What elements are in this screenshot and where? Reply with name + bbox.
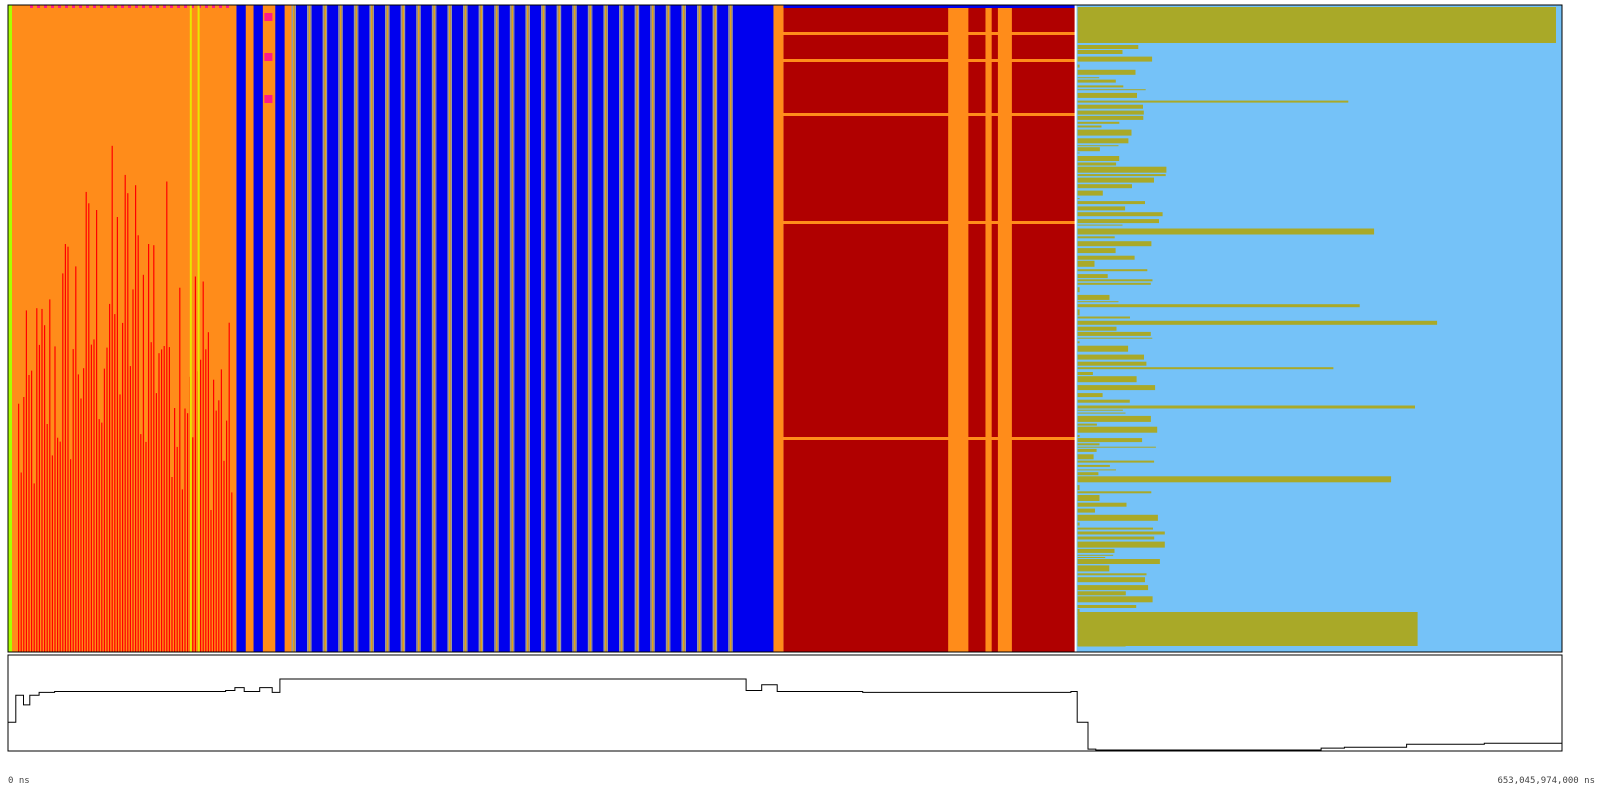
blocked-separator [783, 32, 1075, 35]
waiting-bar [1078, 542, 1165, 548]
waiting-bar [1078, 400, 1130, 403]
gap-stripe [498, 5, 499, 652]
spike-mark [52, 455, 53, 652]
waiting-bar [1078, 130, 1132, 136]
waiting-bar [1078, 435, 1080, 437]
busy-band [948, 5, 968, 652]
busy-band [985, 5, 991, 652]
gap-stripe [465, 5, 467, 652]
gap-stripe [324, 5, 326, 652]
phase-running-1 [236, 5, 774, 652]
marker [264, 53, 272, 61]
gap-stripe [697, 5, 699, 652]
gap-stripe [326, 5, 327, 652]
waiting-bar [1078, 153, 1080, 154]
waiting-bar [1078, 274, 1108, 278]
spike-mark [34, 483, 35, 652]
spike-mark [216, 411, 217, 652]
waiting-bar [1078, 156, 1120, 161]
spike-mark [127, 193, 128, 652]
waiting-bar [1078, 495, 1100, 501]
waiting-bar [1078, 438, 1143, 442]
gap-stripe [449, 5, 451, 652]
waiting-bar [1078, 269, 1148, 271]
spike-mark [192, 437, 193, 652]
waiting-bar [1078, 163, 1117, 166]
gap-stripe [482, 5, 483, 652]
gap-stripe [728, 5, 730, 652]
waiting-bar [1078, 515, 1158, 521]
spike-mark [47, 424, 48, 652]
waiting-bar [1078, 596, 1153, 602]
spike-mark [177, 447, 178, 652]
spike-mark [179, 288, 180, 652]
gap-stripe [603, 5, 605, 652]
spike-mark [151, 342, 152, 652]
waiting-bar [1078, 122, 1120, 124]
gap-stripe [404, 5, 405, 652]
gap-stripe [402, 5, 404, 652]
spike-mark [73, 349, 74, 652]
spike-mark [221, 369, 222, 652]
waiting-bar [1078, 537, 1155, 540]
waiting-bar [1078, 341, 1080, 343]
gap-stripe [291, 5, 293, 652]
phase-divider [1075, 5, 1077, 652]
waiting-bar [1078, 184, 1132, 188]
waiting-bar [1078, 7, 1556, 43]
waiting-bar [1078, 93, 1137, 98]
waiting-bar [1078, 503, 1127, 507]
waiting-bar [1078, 70, 1136, 75]
gap-stripe [338, 5, 340, 652]
gap-stripe [667, 5, 669, 652]
gap-stripe [576, 5, 577, 652]
waiting-bar [1078, 167, 1167, 173]
waiting-bar [1078, 376, 1137, 382]
waiting-bar [1078, 410, 1123, 411]
spike-mark [99, 419, 100, 652]
gap-stripe [307, 5, 309, 652]
waiting-bar [1078, 201, 1145, 204]
spike-mark [166, 182, 167, 653]
gap-stripe [309, 5, 311, 652]
spike-mark [164, 346, 165, 652]
waiting-bar [1078, 304, 1360, 307]
waiting-bar [1078, 116, 1144, 120]
spike-mark [125, 175, 126, 652]
thread-timeline-panel [8, 5, 1562, 652]
gap-stripe [669, 5, 670, 652]
waiting-bar [1078, 111, 1144, 115]
waiting-bar [1078, 612, 1418, 646]
spike-mark [132, 289, 133, 652]
busy-band [998, 5, 1012, 652]
waiting-bar [1078, 485, 1080, 490]
phase-blocked-2 [783, 5, 1075, 652]
gap-stripe [681, 5, 683, 652]
spike-mark [203, 282, 204, 653]
waiting-bar [1078, 101, 1349, 103]
spike-mark [117, 217, 118, 652]
gap-stripe [685, 5, 686, 652]
spike-mark [49, 299, 50, 652]
waiting-bar [1078, 301, 1119, 302]
gap-stripe [513, 5, 514, 652]
waiting-bar [1078, 279, 1153, 281]
spike-mark [182, 489, 183, 652]
spike-mark [31, 371, 32, 652]
gap-stripe [607, 5, 608, 652]
spike-mark [88, 203, 89, 652]
waiting-bar [1078, 509, 1095, 513]
gap-stripe [401, 5, 403, 652]
waiting-bar [1078, 577, 1145, 582]
waiting-bar [1078, 454, 1094, 459]
spike-mark [218, 400, 219, 652]
spike-mark [101, 423, 102, 652]
gap-stripe [510, 5, 512, 652]
waiting-bar [1078, 469, 1116, 470]
waiting-bar [1078, 472, 1099, 475]
gap-stripe [622, 5, 623, 652]
boundary-line [198, 5, 200, 652]
spike-mark [86, 192, 87, 652]
spike-mark [39, 345, 40, 652]
waiting-bar [1078, 295, 1110, 300]
waiting-bar [1078, 416, 1151, 422]
spike-mark [174, 408, 175, 652]
waiting-bar [1078, 178, 1154, 183]
spike-mark [156, 393, 157, 652]
gap-stripe [560, 5, 561, 652]
waiting-bar [1078, 219, 1159, 223]
waiting-bar [1078, 225, 1123, 226]
gap-stripe [371, 5, 373, 652]
waiting-bar [1078, 346, 1129, 352]
waiting-bar [1078, 236, 1115, 238]
waiting-bar [1078, 338, 1153, 339]
waiting-bar [1078, 80, 1116, 83]
gap-stripe [591, 5, 592, 652]
spike-mark [153, 245, 154, 652]
spike-mark [23, 397, 24, 652]
waiting-bar [1078, 229, 1375, 235]
gap-stripe [732, 5, 733, 652]
gap-stripe [418, 5, 420, 652]
marker [264, 95, 272, 103]
waiting-bar [1078, 465, 1110, 467]
waiting-bar [1078, 327, 1117, 331]
blocked-lead-band [773, 5, 783, 652]
waiting-bar [1078, 206, 1126, 210]
spike-mark [83, 368, 84, 652]
gap-stripe [432, 5, 434, 652]
spike-mark [36, 308, 37, 652]
spike-mark [231, 492, 232, 652]
gap-stripe [295, 5, 296, 652]
spike-mark [184, 409, 185, 653]
gap-stripe [385, 5, 387, 652]
spike-mark [187, 413, 188, 652]
gap-stripe [416, 5, 418, 652]
spike-mark [223, 461, 224, 652]
blocked-separator [783, 113, 1075, 116]
spike-mark [62, 273, 63, 652]
waiting-bar [1078, 65, 1080, 68]
waiting-bar [1078, 427, 1158, 433]
gap-stripe [323, 5, 325, 652]
waiting-bar [1078, 77, 1100, 78]
spike-mark [210, 510, 211, 652]
spike-mark [70, 459, 71, 652]
gap-stripe [373, 5, 374, 652]
gap-stripe [420, 5, 421, 652]
waiting-bar [1078, 332, 1151, 336]
spike-mark [140, 434, 141, 652]
waiting-bar [1078, 573, 1147, 575]
gap-stripe [511, 5, 513, 652]
spike-mark [18, 404, 19, 652]
waiting-bar [1078, 145, 1119, 146]
waiting-bar [1078, 261, 1095, 267]
gap-stripe [293, 5, 295, 652]
spike-mark [195, 277, 196, 653]
spike-mark [171, 477, 172, 652]
gap-stripe [605, 5, 607, 652]
waiting-bar [1078, 256, 1135, 260]
waiting-bar [1078, 50, 1123, 54]
spike-mark [229, 323, 230, 652]
waiting-bar [1078, 57, 1153, 62]
spike-mark [130, 366, 131, 652]
boundary-line [190, 5, 192, 652]
gap-stripe [496, 5, 498, 652]
waiting-bar [1078, 447, 1156, 448]
gap-stripe [666, 5, 668, 652]
spike-mark [119, 394, 120, 652]
gap-stripe [654, 5, 655, 652]
waiting-bar [1078, 559, 1160, 564]
waiting-bar [1078, 45, 1139, 49]
blocked-separator [783, 221, 1075, 224]
spike-mark [80, 399, 81, 653]
spike-mark [78, 374, 79, 652]
gap-stripe [683, 5, 685, 652]
spike-mark [200, 360, 201, 652]
gap-stripe [466, 5, 467, 652]
gap-stripe [451, 5, 452, 652]
spike-mark [138, 235, 139, 652]
gap-stripe [447, 5, 449, 652]
gap-stripe [636, 5, 638, 652]
waiting-bar [1078, 198, 1080, 199]
waiting-bar [1078, 355, 1144, 360]
waiting-bar [1078, 443, 1100, 445]
gap-stripe [357, 5, 358, 652]
spike-mark [169, 347, 170, 652]
spike-mark [213, 380, 214, 652]
waiting-bar [1078, 309, 1080, 315]
waiting-bar [1078, 191, 1103, 196]
waiting-bar [1078, 89, 1146, 90]
waiting-bar [1078, 424, 1097, 426]
waiting-bar [1078, 406, 1415, 409]
spike-mark [21, 473, 22, 653]
spike-mark [93, 339, 94, 652]
spike-mark [143, 275, 144, 652]
spike-mark [96, 210, 97, 652]
spike-mark [57, 438, 58, 652]
spike-mark [65, 244, 66, 652]
gap-stripe [700, 5, 701, 652]
spike-mark [148, 244, 149, 652]
spike-mark [28, 375, 29, 652]
waiting-bar [1078, 413, 1126, 414]
waiting-bar [1078, 283, 1151, 285]
waiting-bar [1078, 605, 1137, 608]
profile-frame [8, 655, 1562, 751]
gap-stripe [621, 5, 623, 652]
waiting-bar [1078, 585, 1149, 590]
spike-mark [109, 304, 110, 652]
spike-mark [145, 442, 146, 652]
spike-mark [91, 345, 92, 652]
waiting-bar [1078, 557, 1106, 558]
spike-mark [44, 325, 45, 652]
gap-stripe [714, 5, 716, 652]
gap-stripe [544, 5, 545, 652]
gap-stripe [387, 5, 389, 652]
gap-stripe [355, 5, 357, 652]
waiting-bar [1078, 248, 1116, 253]
spike-mark [104, 369, 105, 652]
gap-stripe [525, 5, 527, 652]
waiting-bar [1078, 385, 1156, 390]
waiting-bar [1078, 372, 1093, 375]
gap-stripe [463, 5, 465, 652]
gap-stripe [435, 5, 436, 652]
spike-mark [135, 185, 136, 652]
axis-start-label: 0 ns [8, 776, 30, 786]
gap-stripe [494, 5, 496, 652]
gap-stripe [619, 5, 621, 652]
waiting-bar [1078, 147, 1100, 151]
waiting-bar [1078, 317, 1130, 319]
waiting-bar [1078, 555, 1114, 556]
axis-end-label: 653,045,974,000 ns [1497, 776, 1595, 786]
gap-stripe [388, 5, 389, 652]
gap-stripe [433, 5, 435, 652]
spike-mark [60, 442, 61, 652]
gap-stripe [529, 5, 530, 652]
waiting-bar [1078, 449, 1097, 452]
spike-mark [112, 146, 113, 652]
gap-stripe [574, 5, 576, 652]
waiting-bar [1078, 126, 1102, 128]
gap-stripe [479, 5, 481, 652]
marker [264, 13, 272, 21]
spike-mark [75, 266, 76, 652]
gap-stripe [638, 5, 639, 652]
gap-stripe [354, 5, 356, 652]
gap-stripe [650, 5, 652, 652]
gap-stripe [527, 5, 529, 652]
waiting-bar [1078, 174, 1166, 176]
waiting-bar [1078, 528, 1153, 530]
waiting-bar [1078, 287, 1080, 292]
activity-profile-panel [8, 655, 1562, 751]
spike-mark [226, 421, 227, 652]
gap-stripe [716, 5, 717, 652]
waiting-bar [1078, 241, 1152, 246]
gap-stripe [713, 5, 715, 652]
spike-mark [114, 314, 115, 652]
spike-mark [161, 349, 162, 652]
gap-stripe [541, 5, 543, 652]
gap-stripe [730, 5, 732, 652]
gap-stripe [342, 5, 343, 652]
waiting-bar [1078, 532, 1165, 535]
spike-mark [67, 247, 68, 652]
spike-mark [205, 349, 206, 652]
blocked-separator [783, 59, 1075, 62]
gap-stripe [588, 5, 590, 652]
gap-stripe [589, 5, 591, 652]
spike-mark [41, 309, 42, 652]
spike-mark [158, 353, 159, 652]
gap-stripe [340, 5, 342, 652]
gap-stripe [543, 5, 545, 652]
waiting-bar [1078, 321, 1438, 325]
waiting-bar [1078, 476, 1392, 482]
spike-mark [122, 323, 123, 652]
blocked-separator [783, 437, 1075, 440]
waiting-bar [1078, 212, 1163, 216]
gap-stripe [310, 5, 311, 652]
waiting-bar [1078, 549, 1115, 553]
waiting-bar [1078, 393, 1103, 397]
gap-stripe [369, 5, 371, 652]
left-edge-mark [8, 5, 12, 652]
waiting-bar [1078, 591, 1126, 595]
gap-stripe [558, 5, 560, 652]
gap-stripe [652, 5, 654, 652]
gap-stripe [480, 5, 482, 652]
spike-mark [106, 348, 107, 652]
gap-stripe [699, 5, 701, 652]
spike-mark [26, 310, 27, 652]
waiting-bar [1078, 491, 1152, 493]
gap-stripe [572, 5, 574, 652]
waiting-bar [1078, 367, 1334, 369]
waiting-bar [1078, 85, 1124, 87]
waiting-bar [1078, 362, 1147, 366]
waiting-bar [1078, 105, 1143, 109]
busy-band [246, 5, 254, 652]
waiting-bar [1078, 461, 1155, 463]
waiting-bar [1078, 523, 1080, 526]
waiting-bar [1078, 138, 1129, 143]
spike-mark [208, 332, 209, 652]
gap-stripe [557, 5, 559, 652]
gap-stripe [635, 5, 637, 652]
spike-mark [54, 346, 55, 652]
waiting-bar [1078, 565, 1110, 571]
